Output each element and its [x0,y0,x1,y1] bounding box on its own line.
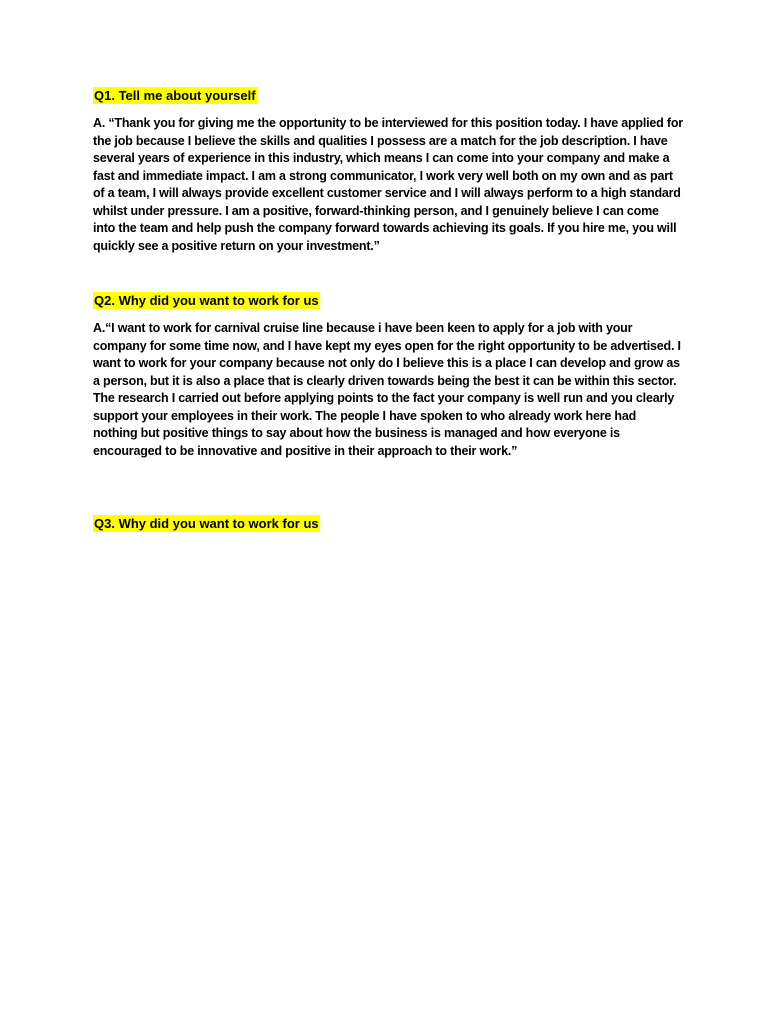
qa-block-2 [93,292,683,460]
question-heading-3: Q3. Why did you want to work for us [94,516,319,531]
answer-paragraph-1: A. “Thank you for giving me the opportunity to be interviewed for this position today. I have applied for the job because I believe the skills and qualities I possess are a match for the job description. I have several years of experience in this industry, which means I can come into your company and make a fast and immediate impact. I am a strong communicator, I work very well both on my own and as part of a team, I will always provide excellent customer service and I will always perform to a high standard whilst under pressure. I am a positive, forward-thinking person, and I genuinely believe I can come into the team and help push the company forward towards achieving its goals. If you hire me, you will quickly see a positive return on your investment.” [93,116,683,253]
question-heading-2: Q2. Why did you want to work for us [94,293,319,308]
qa-block-3 [93,515,683,533]
question-heading-1: Q1. Tell me about yourself [94,88,256,103]
answer-paragraph-2: A.“I want to work for carnival cruise line because i have been keen to apply for a job with your company for some time now, and I have kept my eyes open for the right opportunity to be advertised. I want to work for your company because not only do I believe this is a place I can develop and grow as a person, but it is also a place that is clearly driven towards being the best it can be within this sector. The research I carried out before applying points to the fact your company is well run and you clearly support your employees in their work. The people I have spoken to who already work here had nothing but positive things to say about how the business is managed and how everyone is encouraged to be innovative and positive in their approach to their work.” [93,321,681,458]
qa-block-1 [93,87,683,255]
